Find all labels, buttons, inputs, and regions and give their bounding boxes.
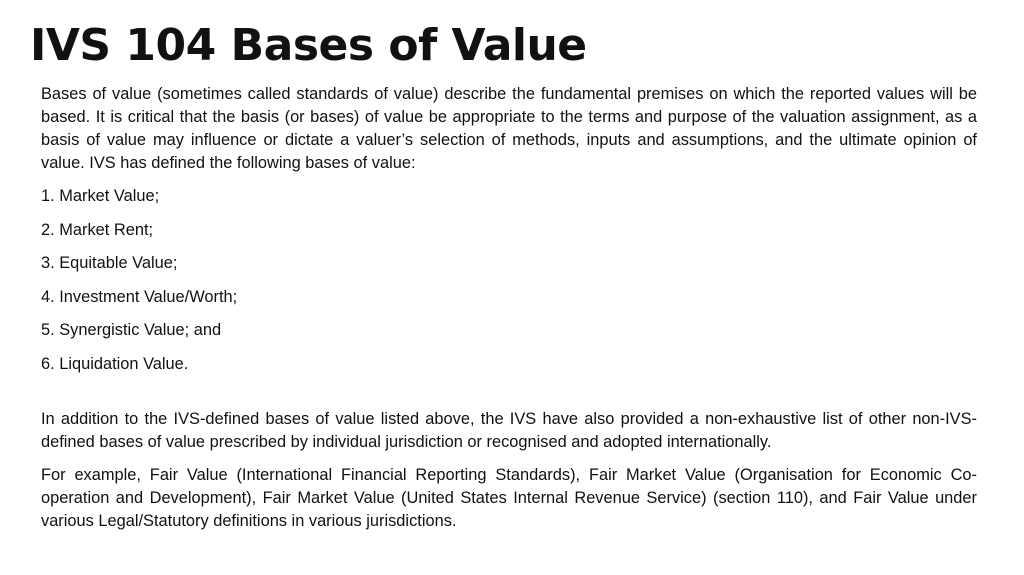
slide-title: IVS 104 Bases of Value [30, 20, 587, 71]
list-item: 1. Market Value; [41, 187, 160, 205]
list-item: 2. Market Rent; [41, 220, 154, 239]
addition-paragraph: In addition to the IVS-defined bases of value listed above, the IVS have also provided a non-exhaustive list of other non-IVS-defined bases of value prescribed by individual jurisdiction or recognised and adopted internationally. [41, 409, 977, 451]
paragraph-spacer [41, 387, 977, 408]
bases-of-value-list [41, 185, 977, 376]
list-item: 6. Liquidation Value. [41, 354, 189, 373]
list-item: 3. Equitable Value; [41, 254, 178, 273]
list-item: 4. Investment Value/Worth; [41, 287, 238, 306]
intro-paragraph: Bases of value (sometimes called standards of value) describe the fundamental premises on which the reported values will be based. It is critical that the basis (or bases) of value be appropriate to the terms and purpose of the valuation assignment, as a basis of value may influence or dictate a valuer’s selection of methods, inputs and assumptions, and the ultimate opinion of value. IVS has defined the following bases of value: [41, 85, 977, 172]
example-paragraph: For example, Fair Value (International Financial Reporting Standards), Fair Market Value (Organisation for Economic Co-operation and Development), Fair Market Value (United States Internal Revenue Service) (section 110), and Fair Value under various Legal/Statutory definitions in various jurisdictions. [41, 465, 977, 530]
list-item: 5. Synergistic Value; and [41, 321, 222, 340]
slide-body [41, 83, 977, 543]
